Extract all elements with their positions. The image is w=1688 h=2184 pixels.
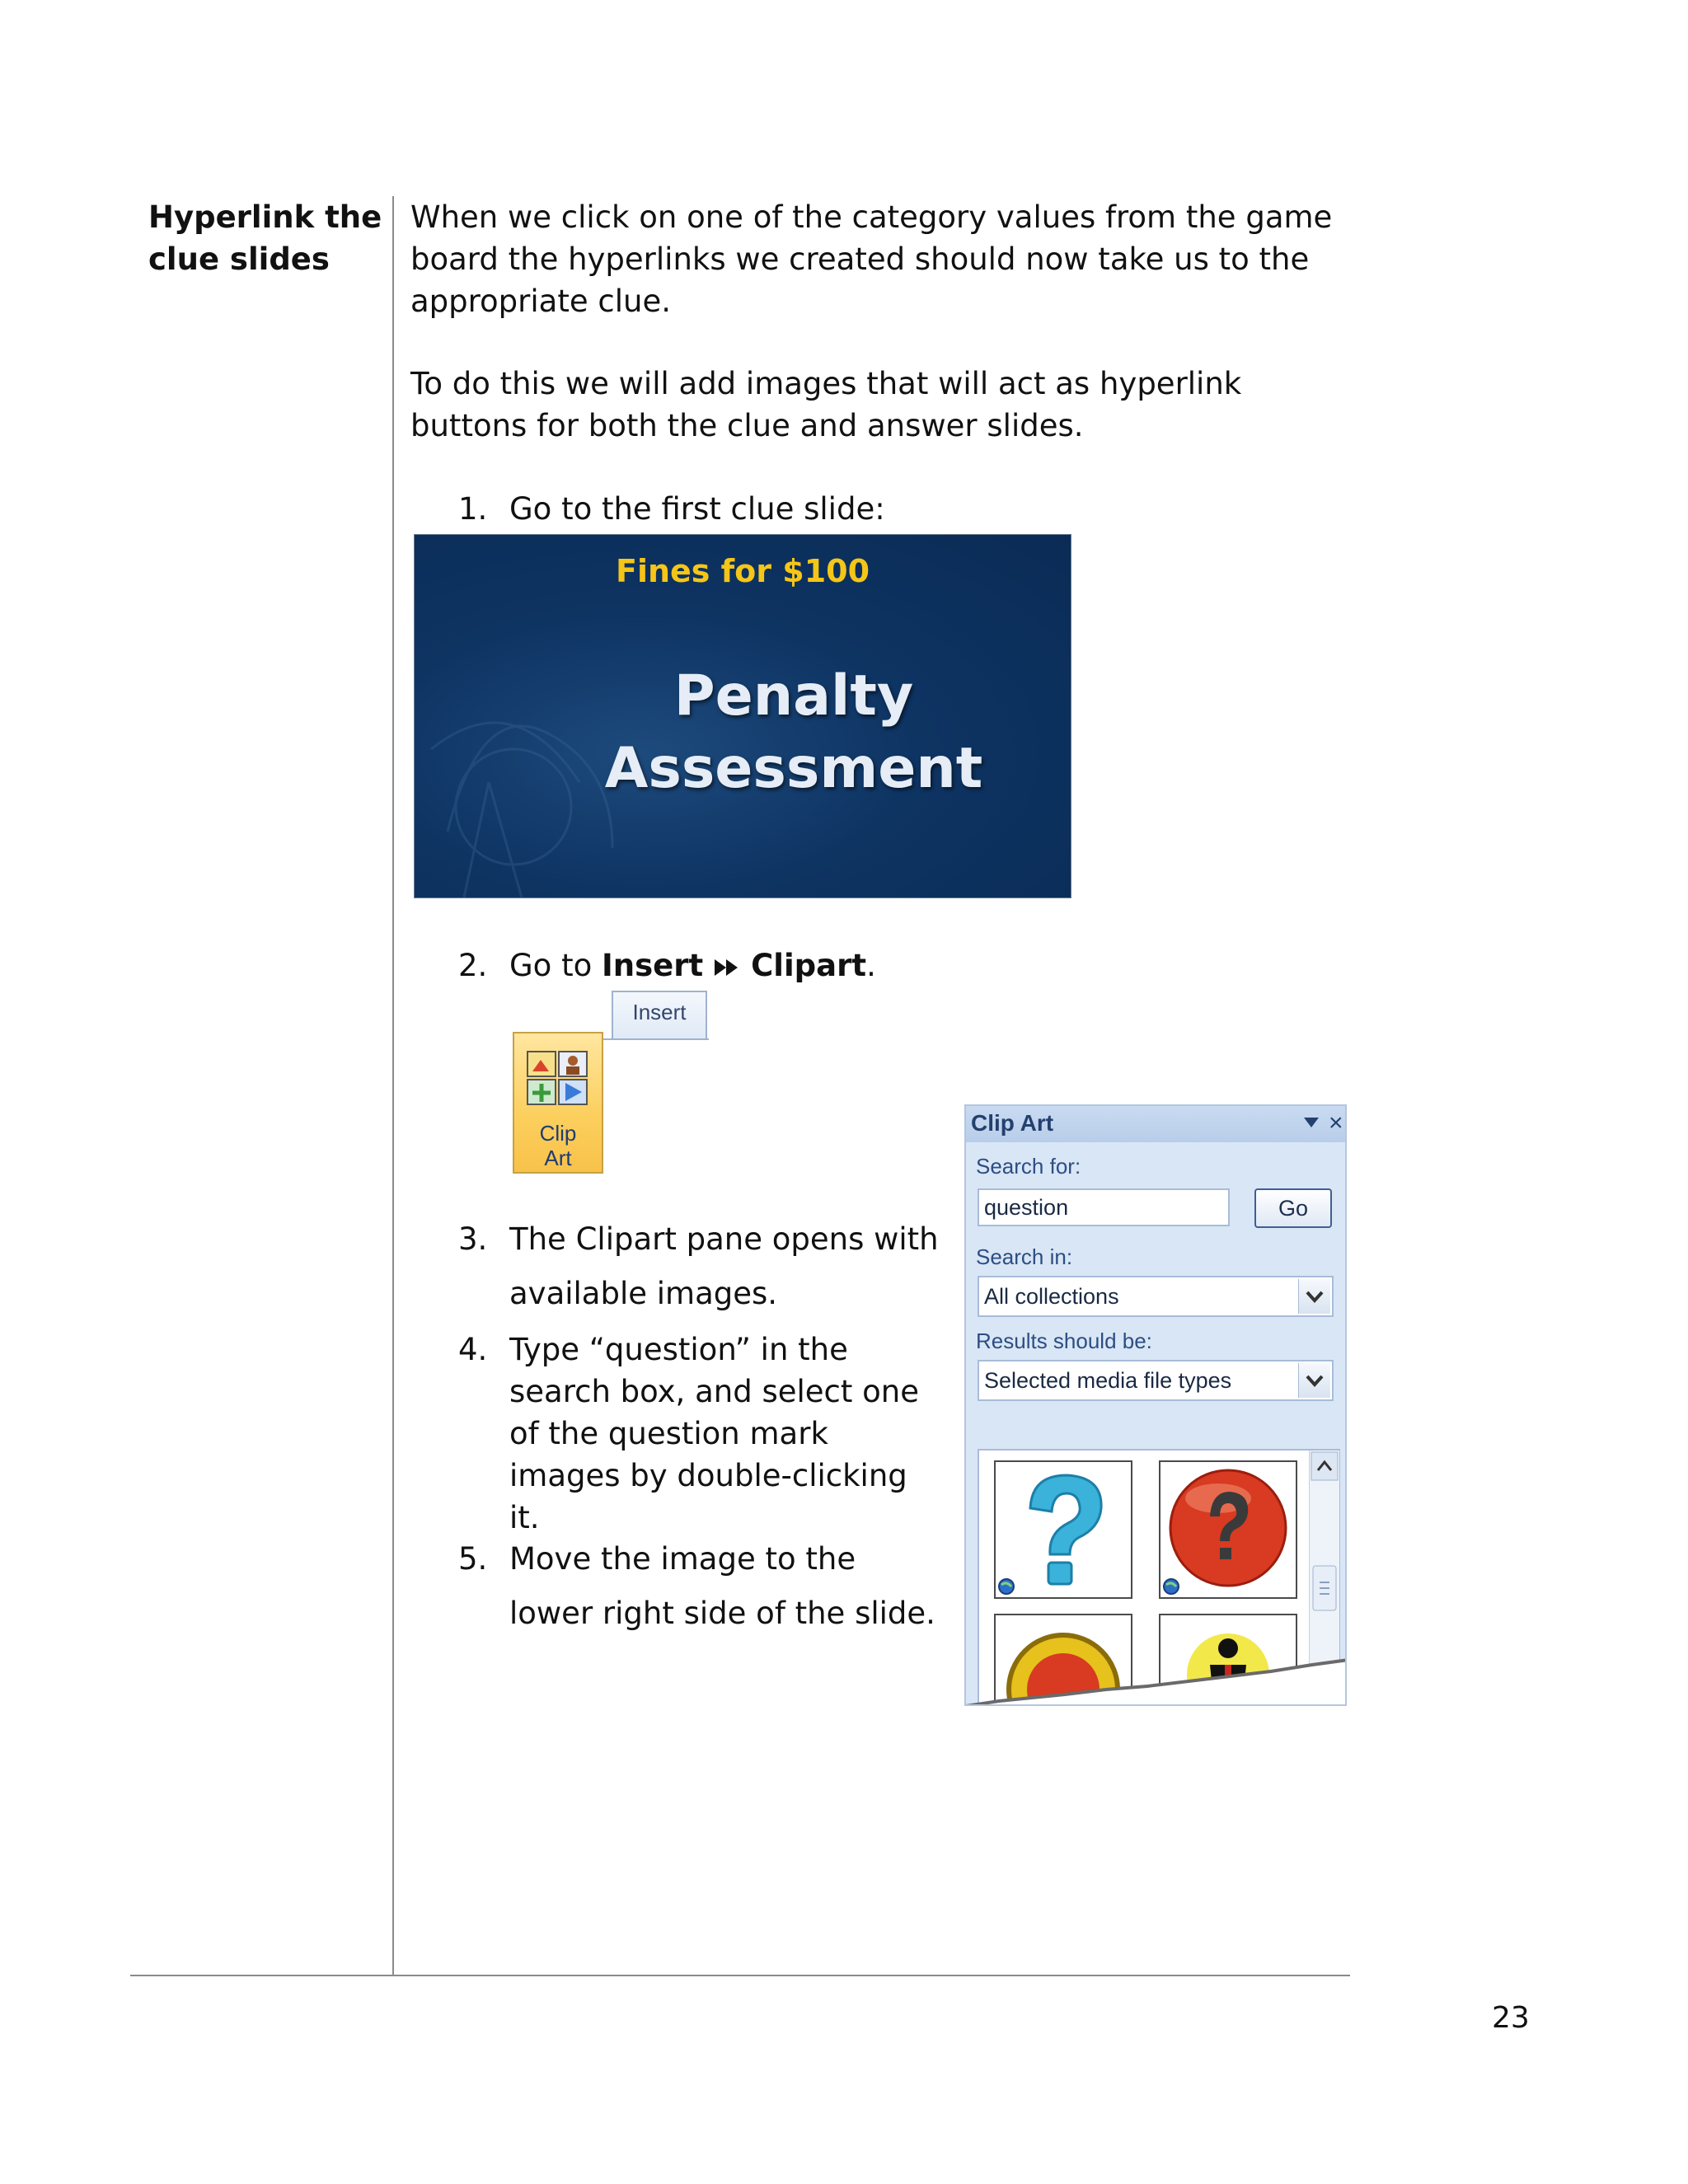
- pane-title: Clip Art: [966, 1106, 1345, 1142]
- step-number: 4.: [458, 1332, 488, 1367]
- globe-icon: [1162, 1577, 1180, 1596]
- clip-art-button[interactable]: [513, 1032, 603, 1174]
- search-input[interactable]: question: [978, 1188, 1230, 1226]
- question-mark-blue-clip[interactable]: [994, 1460, 1132, 1599]
- globe-icon: [997, 1577, 1015, 1596]
- clip-art-label-line-2: Art: [544, 1146, 572, 1170]
- search-in-value: All collections: [984, 1284, 1119, 1309]
- step-text-prefix: Go to: [509, 948, 602, 983]
- intro-paragraph-1: When we click on one of the category values from the game board the hyperlinks we created should now take us to the appropriate clue.: [410, 199, 1333, 319]
- red-question-mark-icon: [1160, 1462, 1296, 1597]
- slide-body-line-1: Penalty: [673, 663, 914, 729]
- section-heading: [148, 196, 387, 280]
- step-number: 3.: [458, 1221, 488, 1257]
- chevron-down-icon[interactable]: [1298, 1279, 1330, 1314]
- step-text-line-2: search box, and select one: [509, 1374, 919, 1409]
- slide-heading: Fines for $100: [615, 553, 870, 589]
- go-button[interactable]: Go: [1254, 1188, 1332, 1228]
- menu-clipart: Clipart: [751, 948, 867, 983]
- step-text-line-5: it.: [509, 1500, 540, 1535]
- step-text-line-1: The Clipart pane opens with: [509, 1221, 939, 1257]
- step-number: 2.: [458, 948, 488, 983]
- footer-rule: [130, 1975, 1350, 1976]
- results-type-select[interactable]: [978, 1360, 1334, 1401]
- page-number: 23: [1492, 2001, 1530, 2035]
- clue-slide-preview: [414, 534, 1071, 898]
- double-arrow-icon: [713, 958, 741, 977]
- step-text-line-2: available images.: [509, 1276, 778, 1311]
- slide-body-line-2: Assessment: [604, 736, 983, 801]
- insert-tab[interactable]: Insert: [612, 991, 707, 1040]
- pane-menu-icon[interactable]: [1302, 1116, 1320, 1129]
- pane-close-icon[interactable]: ×: [1329, 1109, 1343, 1137]
- search-for-label: Search for:: [976, 1154, 1081, 1179]
- step-text-suffix: .: [866, 948, 876, 983]
- results-should-be-label: Results should be:: [976, 1329, 1152, 1353]
- chevron-down-icon[interactable]: [1298, 1363, 1330, 1398]
- search-in-label: Search in:: [976, 1244, 1073, 1269]
- blue-question-mark-icon: [996, 1462, 1131, 1597]
- clip-art-button-label: [514, 1121, 602, 1170]
- step-text-line-1: Move the image to the: [509, 1541, 856, 1577]
- step-text-line-1: Type “question” in the: [509, 1332, 848, 1367]
- column-divider: [392, 196, 394, 1976]
- question-mark-red-clip[interactable]: [1159, 1460, 1297, 1599]
- step-number: 5.: [458, 1541, 488, 1577]
- results-type-value: Selected media file types: [984, 1368, 1232, 1393]
- clip-art-label-line-1: Clip: [539, 1121, 577, 1146]
- search-in-select[interactable]: [978, 1276, 1334, 1317]
- step-number: 1.: [458, 491, 488, 527]
- section-heading-line: Hyperlink the clue slides: [148, 199, 382, 277]
- menu-insert: Insert: [601, 948, 704, 983]
- step-text-line-2: lower right side of the slide.: [509, 1596, 935, 1631]
- intro-paragraph-2: To do this we will add images that will act as hyperlink buttons for both the clue and answer slides.: [410, 366, 1242, 443]
- clip-art-icon: [526, 1050, 592, 1108]
- step-text-line-4: images by double-clicking: [509, 1458, 907, 1493]
- clip-art-pane: [964, 1104, 1347, 1706]
- step-text: Go to the first clue slide:: [509, 491, 885, 527]
- step-text-line-3: of the question mark: [509, 1416, 828, 1451]
- slide-body-text: [571, 660, 1016, 805]
- torn-edge: [966, 1640, 1347, 1706]
- step-text: [509, 944, 876, 987]
